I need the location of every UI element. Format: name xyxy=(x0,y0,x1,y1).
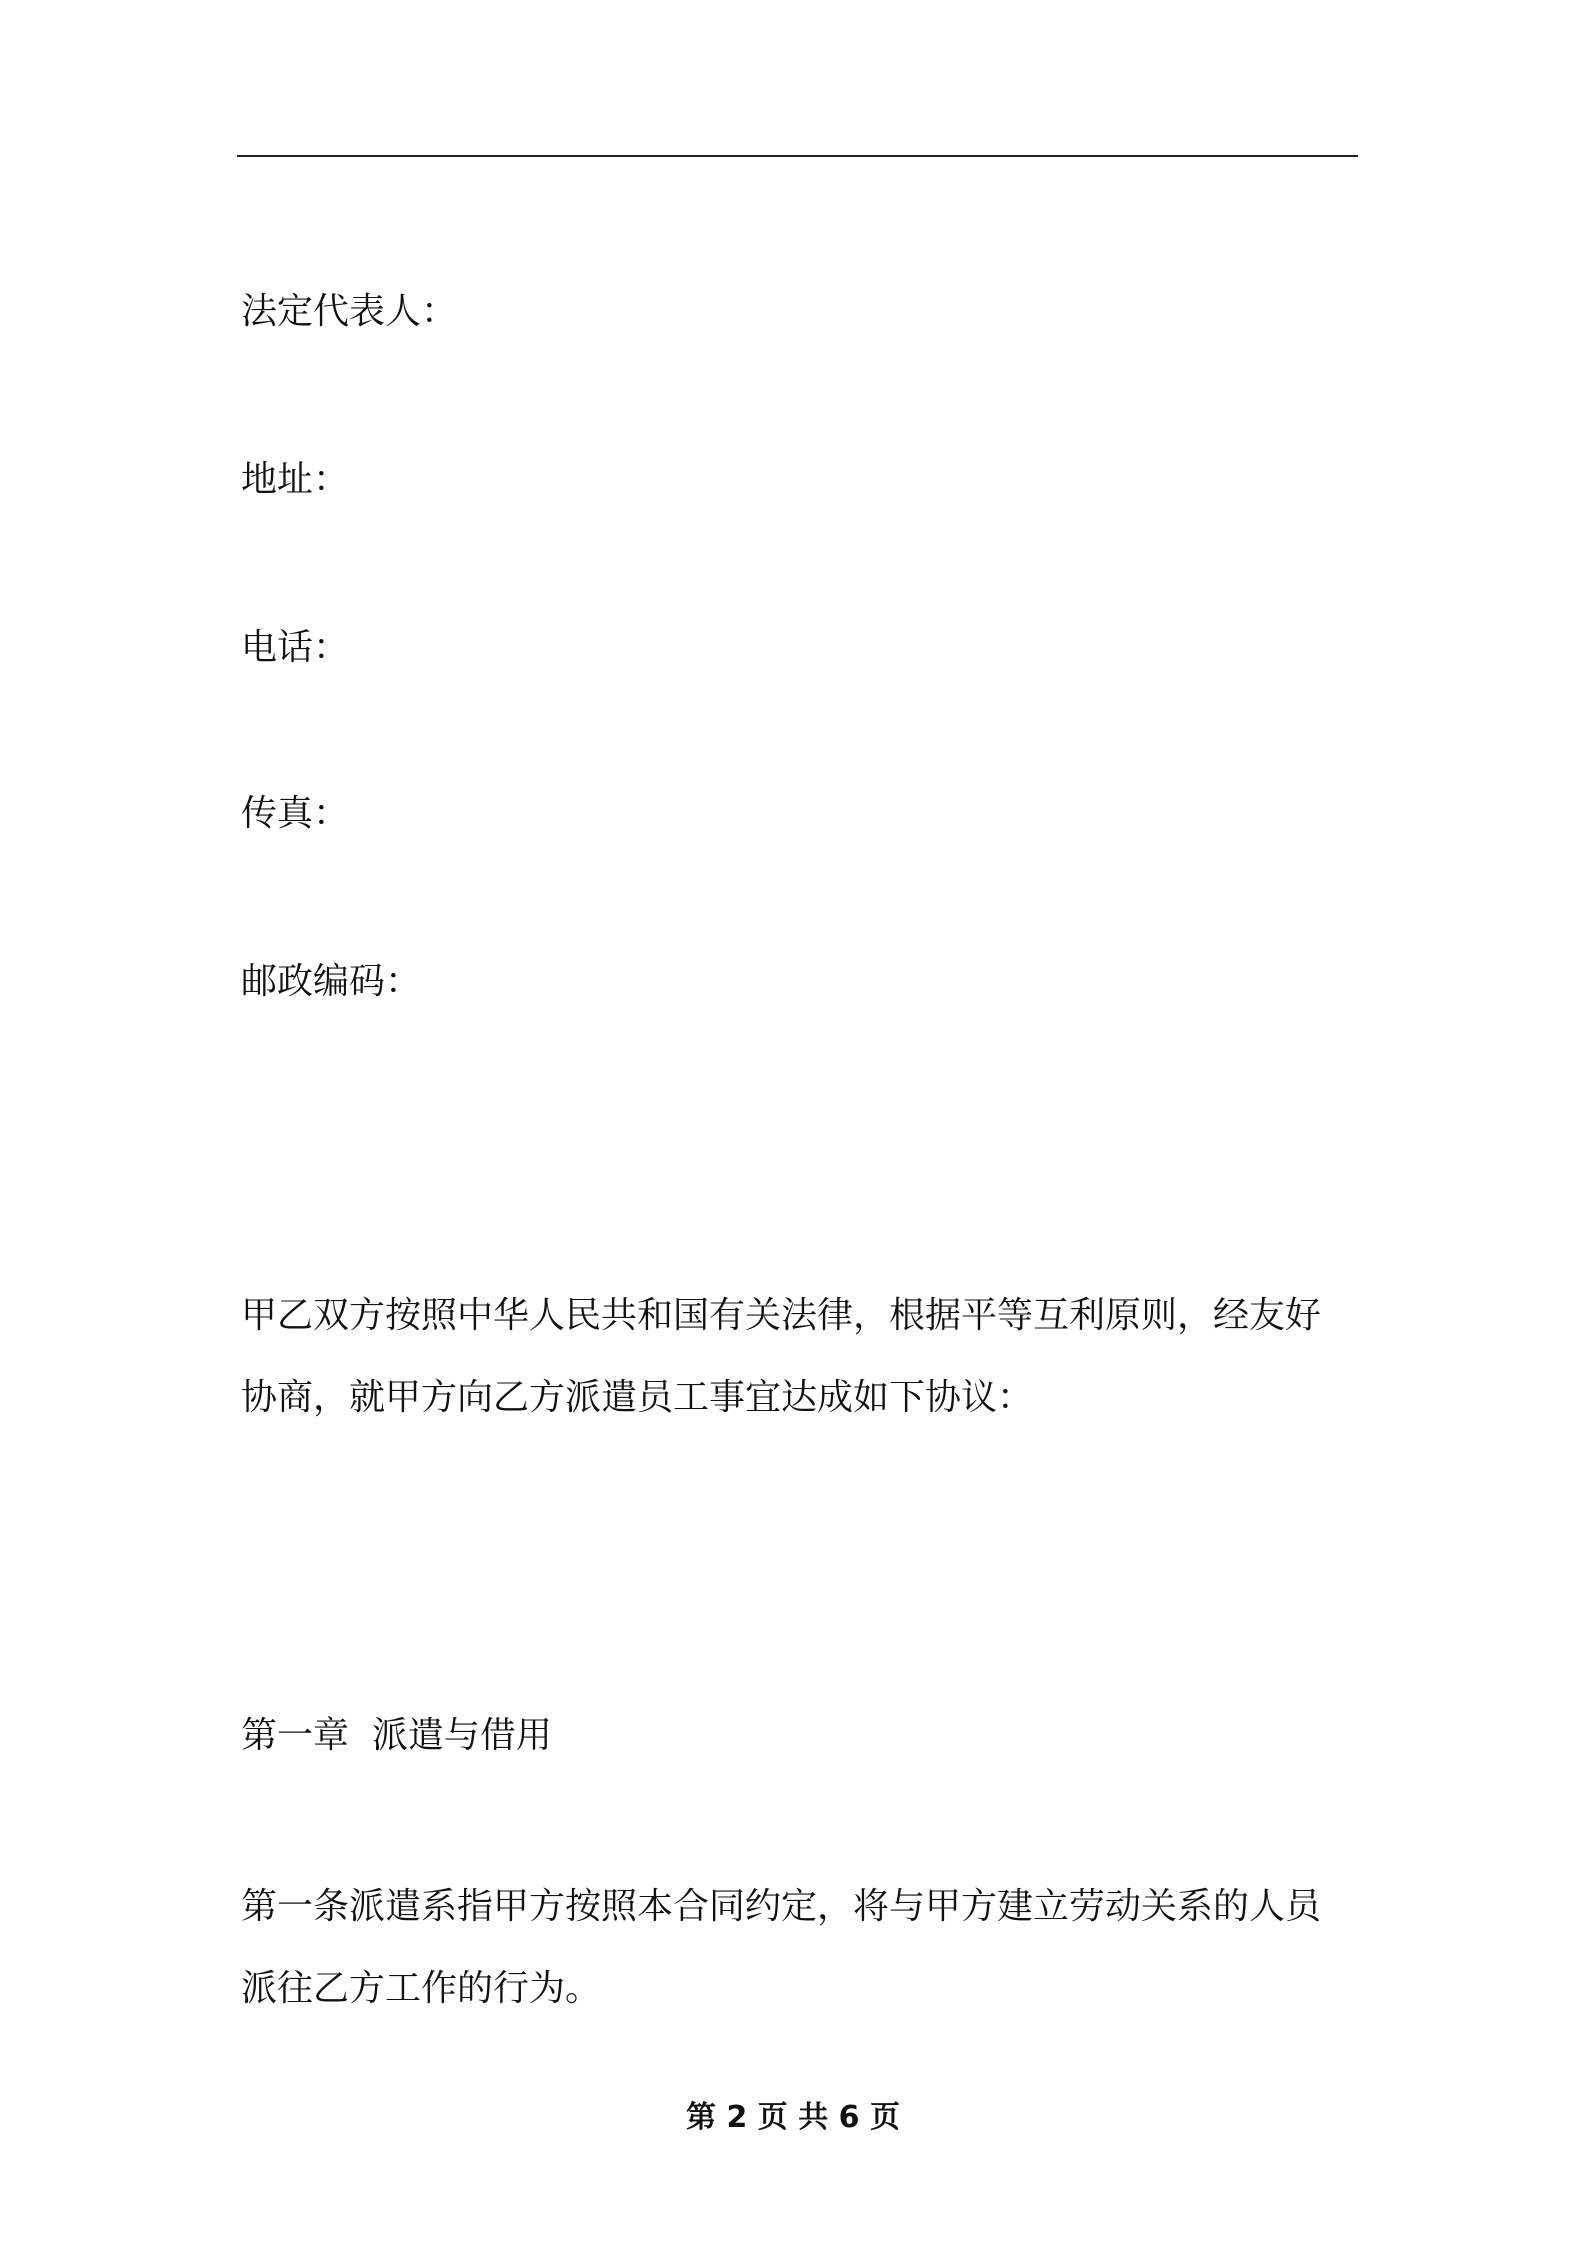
header-rule xyxy=(237,155,1358,157)
intro-line-1: 甲乙双方按照中华人民共和国有关法律，根据平等互利原则，经友好 xyxy=(241,1295,1322,1336)
article-1-paragraph xyxy=(241,1866,1361,2030)
intro-paragraph xyxy=(241,1275,1361,1439)
address-field: 地址： xyxy=(241,459,350,500)
article-1-line-1: 第一条派遣系指甲方按照本合同约定，将与甲方建立劳动关系的人员 xyxy=(241,1886,1322,1927)
legal-rep-field: 法定代表人： xyxy=(241,291,458,332)
postcode-field: 邮政编码： xyxy=(241,961,422,1002)
fax-field: 传真： xyxy=(241,793,350,834)
intro-line-2: 协商，就甲方向乙方派遣员工事宜达成如下协议： xyxy=(241,1377,1034,1418)
chapter-heading: 第一章 派遣与借用 xyxy=(241,1715,552,1756)
phone-field: 电话： xyxy=(241,627,350,668)
page-number-footer: 第 2 页 共 6 页 xyxy=(686,2100,900,2135)
article-1-line-2: 派往乙方工作的行为。 xyxy=(241,1968,602,2009)
